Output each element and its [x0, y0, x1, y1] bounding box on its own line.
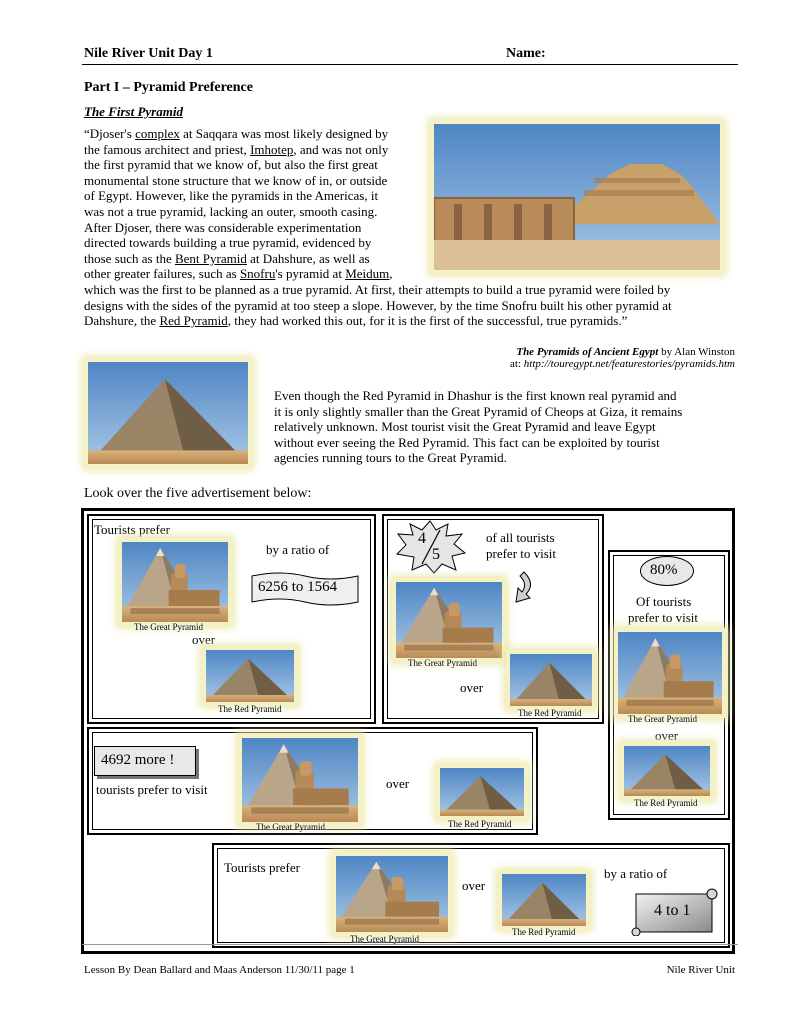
citation: The Pyramids of Ancient Egypt by Alan Winston at: http://touregypt.net/featurestories/pyramids.htm: [510, 346, 735, 370]
ad5-by-ratio: by a ratio of: [604, 866, 668, 881]
ad3-red-photo: [624, 746, 710, 796]
footer-left: Lesson By Dean Ballard and Maas Anderson 11/30/11 page 1: [84, 964, 355, 976]
ad5-cap-great: The Great Pyramid: [350, 934, 419, 944]
link-bent-pyramid[interactable]: Bent Pyramid: [174, 250, 247, 266]
ad1-by-ratio: by a ratio of: [266, 542, 330, 557]
footer-rule: [82, 944, 738, 945]
ad1-great-photo: [122, 542, 228, 622]
ad5-red-photo: [502, 874, 586, 926]
ad5-great-photo: [336, 856, 448, 932]
link-imhotep[interactable]: Imhotep: [250, 141, 294, 157]
ad3-pct: 80%: [650, 562, 678, 578]
ad5-over: over: [462, 878, 486, 893]
name-label: Name:: [506, 46, 546, 61]
ad3-great-photo: [618, 632, 722, 714]
ad5-ratio: 4 to 1: [654, 902, 691, 919]
ad1-tourists-prefer: Tourists prefer: [94, 522, 170, 537]
ad1-red-photo: [206, 650, 294, 702]
link-snofru[interactable]: Snofru: [239, 266, 276, 282]
ad5-tourists-prefer: Tourists prefer: [224, 860, 300, 875]
red-pyramid-paragraph: Even though the Red Pyramid in Dhashur is the first known real pyramid and it is only slightly smaller than the Great Pyramid of Cheops at Giza, it remains relatively unknown. Most tourist visit the Great Pyramid and leave Egypt without ever seeing the Red Pyramid. This fact can be exploited by tourist agencies running tours to the Great Pyramid.: [274, 388, 683, 466]
ad1-ratio: 6256 to 1564: [258, 579, 338, 595]
quote-paragraph: “Djoser's complex at Saqqara was most likely designed by the famous architect and priest, Imhotep, and was not only the first pyramid that we know of, but also the first great monumental stone structure that we know of in, or outside of Egypt. However, like the pyramids in the Americas, it was not a true pyramid, lacking an outer, smooth casing. After Djoser, there was considerable experimentation directed towards building a true pyramid, evidenced by those such as the Bent Pyramid at Dahshure, as well as other greater failures, such as Snofru's pyramid at Meidum, which was the first to be planned as a true pyramid. At first, their attempts to build a true pyramid were foiled by designs with the sides of the pyramid at too steep a slope. However, by the time Snofru built his other pyramid at Dahshure, the Red Pyramid, they had worked this out, for it is the first of the successful, true pyramids.”: [84, 126, 672, 329]
footer-right: Nile River Unit: [666, 964, 735, 976]
ad4-cap-red: The Red Pyramid: [448, 819, 512, 829]
ad1-over: over: [192, 632, 216, 647]
ad1-cap-great: The Great Pyramid: [134, 622, 203, 632]
citation-author: by Alan Winston: [658, 346, 735, 358]
citation-url[interactable]: http://touregypt.net/featurestories/pyramids.htm: [523, 358, 735, 370]
step-pyramid-photo: [434, 124, 720, 270]
ad4-more: 4692 more !: [101, 752, 175, 768]
ad1-cap-red: The Red Pyramid: [218, 704, 282, 714]
ad2-l1: of all tourists: [486, 530, 555, 545]
header-rule: [82, 64, 738, 65]
ad2-cap-great: The Great Pyramid: [408, 658, 477, 668]
link-meidum[interactable]: Meidum: [345, 266, 390, 282]
citation-title: The Pyramids of Ancient Egypt: [516, 346, 659, 358]
ad4-red-photo: [440, 768, 524, 816]
section-title: The First Pyramid: [84, 104, 183, 119]
ad3-over: over: [655, 728, 679, 743]
ad2-den: 5: [432, 546, 440, 563]
red-pyramid-photo: [88, 362, 248, 464]
ad4-more-box: [94, 746, 196, 776]
ad2-over: over: [460, 680, 484, 695]
ad1-ratio-banner: [250, 572, 360, 606]
ad2-l2: prefer to visit: [486, 546, 557, 561]
part-title: Part I – Pyramid Preference: [84, 80, 253, 95]
ad4-cap-great: The Great Pyramid: [256, 822, 325, 832]
ad2-red-photo: [510, 654, 592, 706]
ad3-percent-oval: [640, 556, 694, 586]
ad4-l1: tourists prefer to visit: [96, 782, 208, 797]
ad2-cap-red: The Red Pyramid: [518, 708, 582, 718]
ad2-fraction-starburst: [394, 520, 466, 574]
ad4-over: over: [386, 776, 410, 791]
ad5-cap-red: The Red Pyramid: [512, 927, 576, 937]
ad3-l2: prefer to visit: [628, 610, 699, 625]
ad3-cap-great: The Great Pyramid: [628, 714, 697, 724]
ads-intro: Look over the five advertisement below:: [84, 486, 312, 501]
ad3-cap-red: The Red Pyramid: [634, 798, 698, 808]
link-red-pyramid[interactable]: Red Pyramid: [159, 313, 228, 329]
curved-arrow-icon: [510, 570, 536, 604]
ad3-l1: Of tourists: [636, 594, 692, 609]
ad2-great-photo: [396, 582, 502, 658]
link-complex[interactable]: complex: [135, 126, 180, 141]
ad2-num: 4: [418, 530, 426, 547]
ad4-great-photo: [242, 738, 358, 822]
document-header-title: Nile River Unit Day 1: [84, 46, 213, 61]
ad5-ratio-scroll: [630, 886, 720, 936]
